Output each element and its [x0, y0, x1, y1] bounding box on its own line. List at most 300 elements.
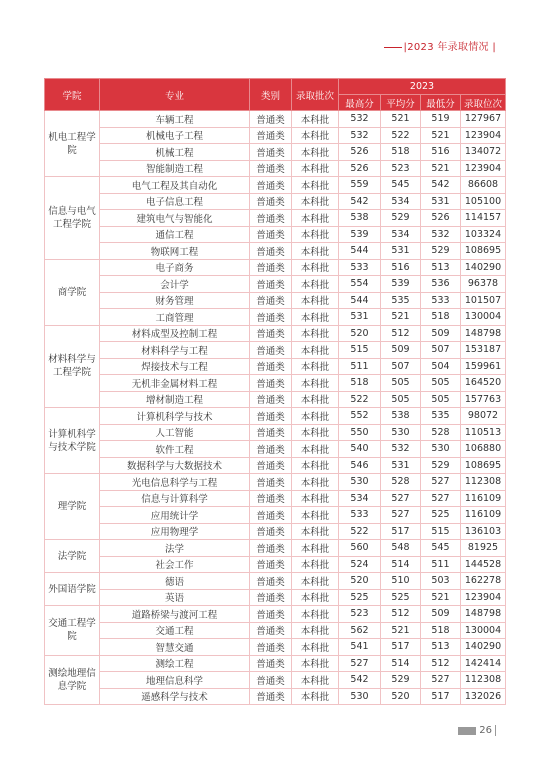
avg-score-cell: 531: [381, 457, 421, 474]
max-score-cell: 532: [339, 127, 381, 144]
rank-cell: 101507: [461, 292, 506, 309]
min-score-cell: 529: [421, 457, 461, 474]
major-cell: 应用统计学: [100, 507, 250, 524]
major-cell: 通信工程: [100, 226, 250, 243]
max-score-cell: 518: [339, 375, 381, 392]
batch-cell: 本科批: [292, 573, 339, 590]
rank-cell: 112308: [461, 672, 506, 689]
category-cell: 普通类: [250, 589, 292, 606]
major-cell: 增材制造工程: [100, 391, 250, 408]
major-cell: 社会工作: [100, 556, 250, 573]
category-cell: 普通类: [250, 276, 292, 293]
avg-score-cell: 509: [381, 342, 421, 359]
batch-cell: 本科批: [292, 556, 339, 573]
category-cell: 普通类: [250, 490, 292, 507]
avg-score-cell: 525: [381, 589, 421, 606]
avg-score-cell: 529: [381, 210, 421, 227]
rank-cell: 153187: [461, 342, 506, 359]
batch-cell: 本科批: [292, 540, 339, 557]
rank-cell: 159961: [461, 358, 506, 375]
avg-score-cell: 529: [381, 672, 421, 689]
rank-cell: 123904: [461, 589, 506, 606]
batch-cell: 本科批: [292, 441, 339, 458]
rank-cell: 110513: [461, 424, 506, 441]
batch-cell: 本科批: [292, 177, 339, 194]
batch-cell: 本科批: [292, 375, 339, 392]
max-score-cell: 539: [339, 226, 381, 243]
rank-cell: 148798: [461, 606, 506, 623]
category-cell: 普通类: [250, 342, 292, 359]
major-cell: 工商管理: [100, 309, 250, 326]
category-cell: 普通类: [250, 144, 292, 161]
rank-cell: 130004: [461, 622, 506, 639]
avg-score-cell: 527: [381, 507, 421, 524]
header-category: 类别: [250, 79, 292, 111]
min-score-cell: 518: [421, 622, 461, 639]
avg-score-cell: 521: [381, 622, 421, 639]
category-cell: 普通类: [250, 556, 292, 573]
major-cell: 无机非金属材料工程: [100, 375, 250, 392]
category-cell: 普通类: [250, 325, 292, 342]
rank-cell: 140290: [461, 259, 506, 276]
avg-score-cell: 522: [381, 127, 421, 144]
max-score-cell: 520: [339, 573, 381, 590]
header-rank: 录取位次: [461, 95, 506, 111]
major-cell: 德语: [100, 573, 250, 590]
batch-cell: 本科批: [292, 606, 339, 623]
avg-score-cell: 530: [381, 424, 421, 441]
header-batch: 录取批次: [292, 79, 339, 111]
major-cell: 智慧交通: [100, 639, 250, 656]
rank-cell: 132026: [461, 688, 506, 705]
max-score-cell: 520: [339, 325, 381, 342]
table-row: [45, 540, 506, 557]
rank-cell: 127967: [461, 111, 506, 128]
major-cell: 智能制造工程: [100, 160, 250, 177]
table-row: [45, 639, 506, 656]
table-row: [45, 193, 506, 210]
avg-score-cell: 510: [381, 573, 421, 590]
min-score-cell: 504: [421, 358, 461, 375]
table-row: [45, 474, 506, 491]
header-avg-score: 平均分: [381, 95, 421, 111]
table-row: [45, 556, 506, 573]
min-score-cell: 527: [421, 672, 461, 689]
rank-cell: 108695: [461, 243, 506, 260]
min-score-cell: 513: [421, 639, 461, 656]
rank-cell: 108695: [461, 457, 506, 474]
category-cell: 普通类: [250, 672, 292, 689]
batch-cell: 本科批: [292, 325, 339, 342]
rank-cell: 114157: [461, 210, 506, 227]
table-row: [45, 424, 506, 441]
category-cell: 普通类: [250, 111, 292, 128]
table-row: [45, 243, 506, 260]
category-cell: 普通类: [250, 309, 292, 326]
avg-score-cell: 521: [381, 309, 421, 326]
max-score-cell: 550: [339, 424, 381, 441]
batch-cell: 本科批: [292, 408, 339, 425]
min-score-cell: 525: [421, 507, 461, 524]
table-row: [45, 226, 506, 243]
college-cell: 机电工程学院: [45, 111, 100, 177]
category-cell: 普通类: [250, 688, 292, 705]
min-score-cell: 521: [421, 160, 461, 177]
avg-score-cell: 521: [381, 111, 421, 128]
category-cell: 普通类: [250, 606, 292, 623]
table-row: [45, 441, 506, 458]
table-row: [45, 622, 506, 639]
category-cell: 普通类: [250, 507, 292, 524]
header-min-score: 最低分: [421, 95, 461, 111]
table-row: [45, 408, 506, 425]
avg-score-cell: 516: [381, 259, 421, 276]
max-score-cell: 523: [339, 606, 381, 623]
max-score-cell: 559: [339, 177, 381, 194]
major-cell: 地理信息科学: [100, 672, 250, 689]
table-row: [45, 309, 506, 326]
table-row: [45, 573, 506, 590]
category-cell: 普通类: [250, 160, 292, 177]
min-score-cell: 503: [421, 573, 461, 590]
batch-cell: 本科批: [292, 391, 339, 408]
header-rule: [384, 47, 402, 48]
rank-cell: 116109: [461, 490, 506, 507]
batch-cell: 本科批: [292, 127, 339, 144]
rank-cell: 134072: [461, 144, 506, 161]
max-score-cell: 533: [339, 259, 381, 276]
batch-cell: 本科批: [292, 490, 339, 507]
category-cell: 普通类: [250, 193, 292, 210]
category-cell: 普通类: [250, 457, 292, 474]
min-score-cell: 526: [421, 210, 461, 227]
category-cell: 普通类: [250, 441, 292, 458]
table-row: [45, 210, 506, 227]
max-score-cell: 534: [339, 490, 381, 507]
major-cell: 光电信息科学与工程: [100, 474, 250, 491]
table-header: [45, 79, 506, 111]
table-row: [45, 325, 506, 342]
min-score-cell: 515: [421, 523, 461, 540]
max-score-cell: 525: [339, 589, 381, 606]
min-score-cell: 505: [421, 375, 461, 392]
min-score-cell: 542: [421, 177, 461, 194]
category-cell: 普通类: [250, 210, 292, 227]
batch-cell: 本科批: [292, 193, 339, 210]
rank-cell: 164520: [461, 375, 506, 392]
table-row: [45, 688, 506, 705]
batch-cell: 本科批: [292, 622, 339, 639]
batch-cell: 本科批: [292, 672, 339, 689]
major-cell: 软件工程: [100, 441, 250, 458]
major-cell: 电子信息工程: [100, 193, 250, 210]
major-cell: 焊接技术与工程: [100, 358, 250, 375]
college-cell: 商学院: [45, 259, 100, 325]
category-cell: 普通类: [250, 226, 292, 243]
min-score-cell: 532: [421, 226, 461, 243]
max-score-cell: 532: [339, 111, 381, 128]
major-cell: 计算机科学与技术: [100, 408, 250, 425]
min-score-cell: 509: [421, 325, 461, 342]
college-cell: 测绘地理信息学院: [45, 655, 100, 705]
major-cell: 交通工程: [100, 622, 250, 639]
avg-score-cell: 545: [381, 177, 421, 194]
batch-cell: 本科批: [292, 474, 339, 491]
avg-score-cell: 518: [381, 144, 421, 161]
rank-cell: 144528: [461, 556, 506, 573]
college-cell: 法学院: [45, 540, 100, 573]
rank-cell: 96378: [461, 276, 506, 293]
batch-cell: 本科批: [292, 589, 339, 606]
major-cell: 物联网工程: [100, 243, 250, 260]
major-cell: 人工智能: [100, 424, 250, 441]
page-number: 26: [479, 725, 492, 736]
batch-cell: 本科批: [292, 292, 339, 309]
batch-cell: 本科批: [292, 424, 339, 441]
batch-cell: 本科批: [292, 639, 339, 656]
avg-score-cell: 539: [381, 276, 421, 293]
table-row: [45, 358, 506, 375]
min-score-cell: 513: [421, 259, 461, 276]
major-cell: 英语: [100, 589, 250, 606]
college-cell: 计算机科学与技术学院: [45, 408, 100, 474]
major-cell: 材料成型及控制工程: [100, 325, 250, 342]
header-max-score: 最高分: [339, 95, 381, 111]
table-row: [45, 276, 506, 293]
avg-score-cell: 505: [381, 375, 421, 392]
table-row: [45, 589, 506, 606]
category-cell: 普通类: [250, 474, 292, 491]
max-score-cell: 544: [339, 243, 381, 260]
avg-score-cell: 507: [381, 358, 421, 375]
category-cell: 普通类: [250, 127, 292, 144]
batch-cell: 本科批: [292, 358, 339, 375]
min-score-cell: 518: [421, 309, 461, 326]
min-score-cell: 533: [421, 292, 461, 309]
min-score-cell: 535: [421, 408, 461, 425]
rank-cell: 98072: [461, 408, 506, 425]
max-score-cell: 538: [339, 210, 381, 227]
max-score-cell: 531: [339, 309, 381, 326]
rank-cell: 103324: [461, 226, 506, 243]
avg-score-cell: 534: [381, 226, 421, 243]
rank-cell: 157763: [461, 391, 506, 408]
batch-cell: 本科批: [292, 655, 339, 672]
avg-score-cell: 512: [381, 606, 421, 623]
max-score-cell: 527: [339, 655, 381, 672]
header-college: 学院: [45, 79, 100, 111]
avg-score-cell: 538: [381, 408, 421, 425]
major-cell: 数据科学与大数据技术: [100, 457, 250, 474]
rank-cell: 123904: [461, 160, 506, 177]
major-cell: 测绘工程: [100, 655, 250, 672]
batch-cell: 本科批: [292, 688, 339, 705]
table-row: [45, 144, 506, 161]
college-cell: 材料科学与工程学院: [45, 325, 100, 408]
rank-cell: 162278: [461, 573, 506, 590]
min-score-cell: 507: [421, 342, 461, 359]
major-cell: 车辆工程: [100, 111, 250, 128]
max-score-cell: 554: [339, 276, 381, 293]
table-row: [45, 655, 506, 672]
rank-cell: 112308: [461, 474, 506, 491]
batch-cell: 本科批: [292, 160, 339, 177]
category-cell: 普通类: [250, 358, 292, 375]
max-score-cell: 524: [339, 556, 381, 573]
max-score-cell: 511: [339, 358, 381, 375]
min-score-cell: 531: [421, 193, 461, 210]
table-row: [45, 391, 506, 408]
batch-cell: 本科批: [292, 309, 339, 326]
batch-cell: 本科批: [292, 111, 339, 128]
avg-score-cell: 548: [381, 540, 421, 557]
max-score-cell: 552: [339, 408, 381, 425]
table-row: [45, 457, 506, 474]
major-cell: 机械电子工程: [100, 127, 250, 144]
max-score-cell: 533: [339, 507, 381, 524]
max-score-cell: 526: [339, 144, 381, 161]
college-cell: 信息与电气工程学院: [45, 177, 100, 260]
min-score-cell: 505: [421, 391, 461, 408]
min-score-cell: 545: [421, 540, 461, 557]
rank-cell: 86608: [461, 177, 506, 194]
table-row: [45, 606, 506, 623]
min-score-cell: 527: [421, 490, 461, 507]
rank-cell: 140290: [461, 639, 506, 656]
avg-score-cell: 535: [381, 292, 421, 309]
avg-score-cell: 514: [381, 655, 421, 672]
college-cell: 外国语学院: [45, 573, 100, 606]
major-cell: 道路桥梁与渡河工程: [100, 606, 250, 623]
max-score-cell: 542: [339, 193, 381, 210]
avg-score-cell: 532: [381, 441, 421, 458]
min-score-cell: 509: [421, 606, 461, 623]
category-cell: 普通类: [250, 540, 292, 557]
major-cell: 机械工程: [100, 144, 250, 161]
min-score-cell: 536: [421, 276, 461, 293]
rank-cell: 136103: [461, 523, 506, 540]
avg-score-cell: 505: [381, 391, 421, 408]
table-row: [45, 127, 506, 144]
rank-cell: 123904: [461, 127, 506, 144]
table-row: [45, 160, 506, 177]
avg-score-cell: 528: [381, 474, 421, 491]
header-year: 2023: [339, 79, 506, 95]
avg-score-cell: 517: [381, 523, 421, 540]
max-score-cell: 530: [339, 474, 381, 491]
rank-cell: 148798: [461, 325, 506, 342]
batch-cell: 本科批: [292, 342, 339, 359]
category-cell: 普通类: [250, 523, 292, 540]
table-row: [45, 490, 506, 507]
max-score-cell: 562: [339, 622, 381, 639]
batch-cell: 本科批: [292, 276, 339, 293]
admission-table: [44, 78, 506, 705]
max-score-cell: 560: [339, 540, 381, 557]
major-cell: 建筑电气与智能化: [100, 210, 250, 227]
category-cell: 普通类: [250, 622, 292, 639]
min-score-cell: 521: [421, 589, 461, 606]
batch-cell: 本科批: [292, 144, 339, 161]
header-major: 专业: [100, 79, 250, 111]
min-score-cell: 521: [421, 127, 461, 144]
major-cell: 法学: [100, 540, 250, 557]
avg-score-cell: 512: [381, 325, 421, 342]
max-score-cell: 544: [339, 292, 381, 309]
min-score-cell: 529: [421, 243, 461, 260]
avg-score-cell: 531: [381, 243, 421, 260]
batch-cell: 本科批: [292, 210, 339, 227]
max-score-cell: 526: [339, 160, 381, 177]
rank-cell: 106880: [461, 441, 506, 458]
table-row: [45, 292, 506, 309]
category-cell: 普通类: [250, 243, 292, 260]
max-score-cell: 515: [339, 342, 381, 359]
major-cell: 信息与计算科学: [100, 490, 250, 507]
batch-cell: 本科批: [292, 523, 339, 540]
table-row: [45, 111, 506, 128]
major-cell: 财务管理: [100, 292, 250, 309]
max-score-cell: 530: [339, 688, 381, 705]
section-title: |2023 年录取情况 |: [403, 42, 496, 53]
major-cell: 材料科学与工程: [100, 342, 250, 359]
max-score-cell: 541: [339, 639, 381, 656]
category-cell: 普通类: [250, 424, 292, 441]
table-row: [45, 177, 506, 194]
category-cell: 普通类: [250, 408, 292, 425]
category-cell: 普通类: [250, 292, 292, 309]
rank-cell: 142414: [461, 655, 506, 672]
min-score-cell: 530: [421, 441, 461, 458]
min-score-cell: 516: [421, 144, 461, 161]
max-score-cell: 540: [339, 441, 381, 458]
avg-score-cell: 534: [381, 193, 421, 210]
table-row: [45, 259, 506, 276]
min-score-cell: 517: [421, 688, 461, 705]
category-cell: 普通类: [250, 391, 292, 408]
batch-cell: 本科批: [292, 243, 339, 260]
category-cell: 普通类: [250, 573, 292, 590]
min-score-cell: 528: [421, 424, 461, 441]
page-footer: [458, 725, 496, 736]
category-cell: 普通类: [250, 259, 292, 276]
major-cell: 电子商务: [100, 259, 250, 276]
footer-tick: [495, 725, 496, 736]
min-score-cell: 527: [421, 474, 461, 491]
avg-score-cell: 517: [381, 639, 421, 656]
major-cell: 应用物理学: [100, 523, 250, 540]
max-score-cell: 522: [339, 391, 381, 408]
table-row: [45, 342, 506, 359]
batch-cell: 本科批: [292, 457, 339, 474]
max-score-cell: 522: [339, 523, 381, 540]
category-cell: 普通类: [250, 639, 292, 656]
table-row: [45, 672, 506, 689]
major-cell: 电气工程及其自动化: [100, 177, 250, 194]
max-score-cell: 542: [339, 672, 381, 689]
min-score-cell: 519: [421, 111, 461, 128]
major-cell: 会计学: [100, 276, 250, 293]
avg-score-cell: 527: [381, 490, 421, 507]
category-cell: 普通类: [250, 177, 292, 194]
footer-bar: [458, 727, 476, 735]
table-row: [45, 375, 506, 392]
category-cell: 普通类: [250, 655, 292, 672]
avg-score-cell: 523: [381, 160, 421, 177]
table-row: [45, 523, 506, 540]
rank-cell: 116109: [461, 507, 506, 524]
min-score-cell: 512: [421, 655, 461, 672]
